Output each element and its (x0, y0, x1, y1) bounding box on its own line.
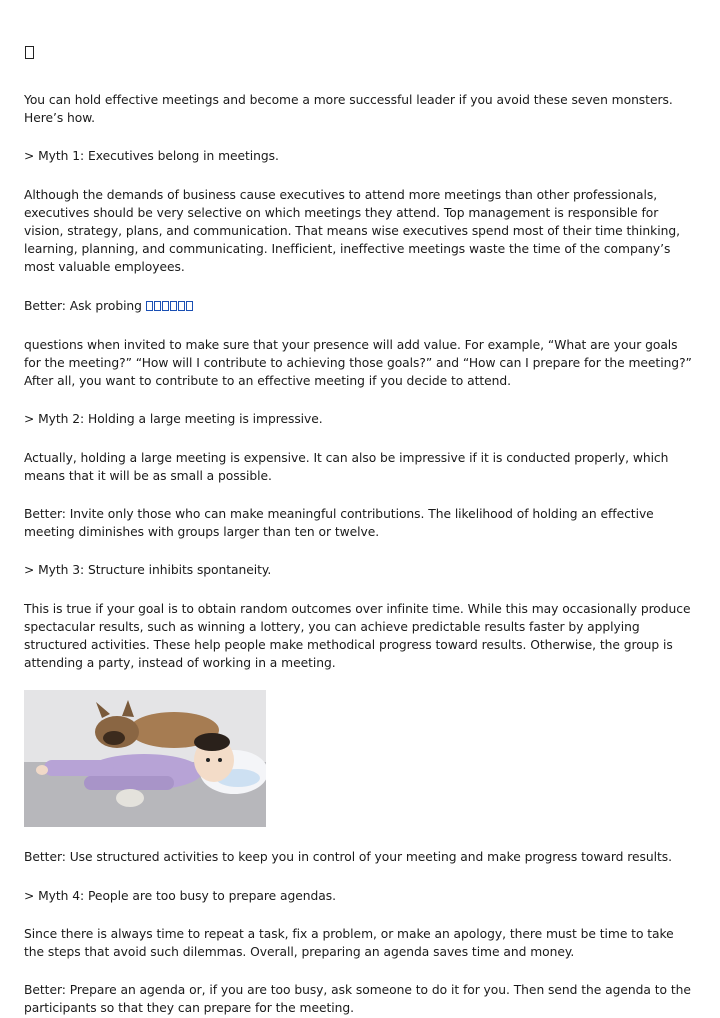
better-4-paragraph: Better: Prepare an agenda or, if you are too busy, ask someone to do it for you. Then send the agenda to the participants so that they can prepare for the meeting. (24, 983, 691, 1016)
myth-4-heading: > Myth 4: People are too busy to prepare agendas. (24, 888, 336, 903)
myth-3-body: This is true if your goal is to obtain random outcomes over infinite time. While this may occasionally produce spectacular results, such as winning a lottery, you can achieve predictable results faster by applying structured activities. These help people make methodical progress toward results. Otherwise, the group is attending a party, instead of working in a meeting. (24, 601, 691, 671)
missing-glyph-box (25, 46, 34, 59)
link-glyph-boxes (146, 298, 194, 316)
myth-1-heading: > Myth 1: Executives belong in meetings. (24, 149, 279, 164)
probing-link[interactable] (146, 299, 194, 313)
better-1-continuation: questions when invited to make sure that your presence will add value. For example, “What are your goals for the meeting?” “How will I contribute to achieving those goals?” and “How can I prepare for the meeting?” After all, you want to contribute to an effective meeting if you decide to attend. (24, 337, 692, 389)
myth-2-body: Actually, holding a large meeting is expensive. It can also be impressive if it is conducted properly, which means that it will be as small a possible. (24, 450, 669, 483)
myth-4-body: Since there is always time to repeat a task, fix a problem, or make an apology, there must be time to take the steps that avoid such dilemmas. Overall, preparing an agenda saves time and money. (24, 926, 674, 960)
intro-paragraph: You can hold effective meetings and become a more successful leader if you avoid these seven monsters. Here’s how. (24, 93, 673, 126)
better-1-line (24, 297, 696, 316)
better-1-prefix: Better: Ask probing (24, 298, 146, 313)
better-3-paragraph: Better: Use structured activities to keep you in control of your meeting and make progress toward results. (24, 850, 672, 865)
myth-1-body: Although the demands of business cause executives to attend more meetings than other professionals, executives should be very selective on which meetings they attend. Top management is responsible for vision, strategy, plans, and communication. That means wise executives spend most of their time thinking, learning, planning, and communicating. Inefficient, ineffective meetings waste the time of the company’s most valuable employees. (24, 187, 680, 275)
better-2-paragraph: Better: Invite only those who can make meaningful contributions. The likelihood of holding an effective meeting diminishes with groups larger than ten or twelve. (24, 507, 654, 540)
myth-3-heading: > Myth 3: Structure inhibits spontaneity. (24, 563, 272, 578)
myth-2-heading: > Myth 2: Holding a large meeting is impressive. (24, 412, 323, 427)
baby-and-dog-photo (24, 690, 266, 827)
photo-illustration (24, 690, 266, 827)
